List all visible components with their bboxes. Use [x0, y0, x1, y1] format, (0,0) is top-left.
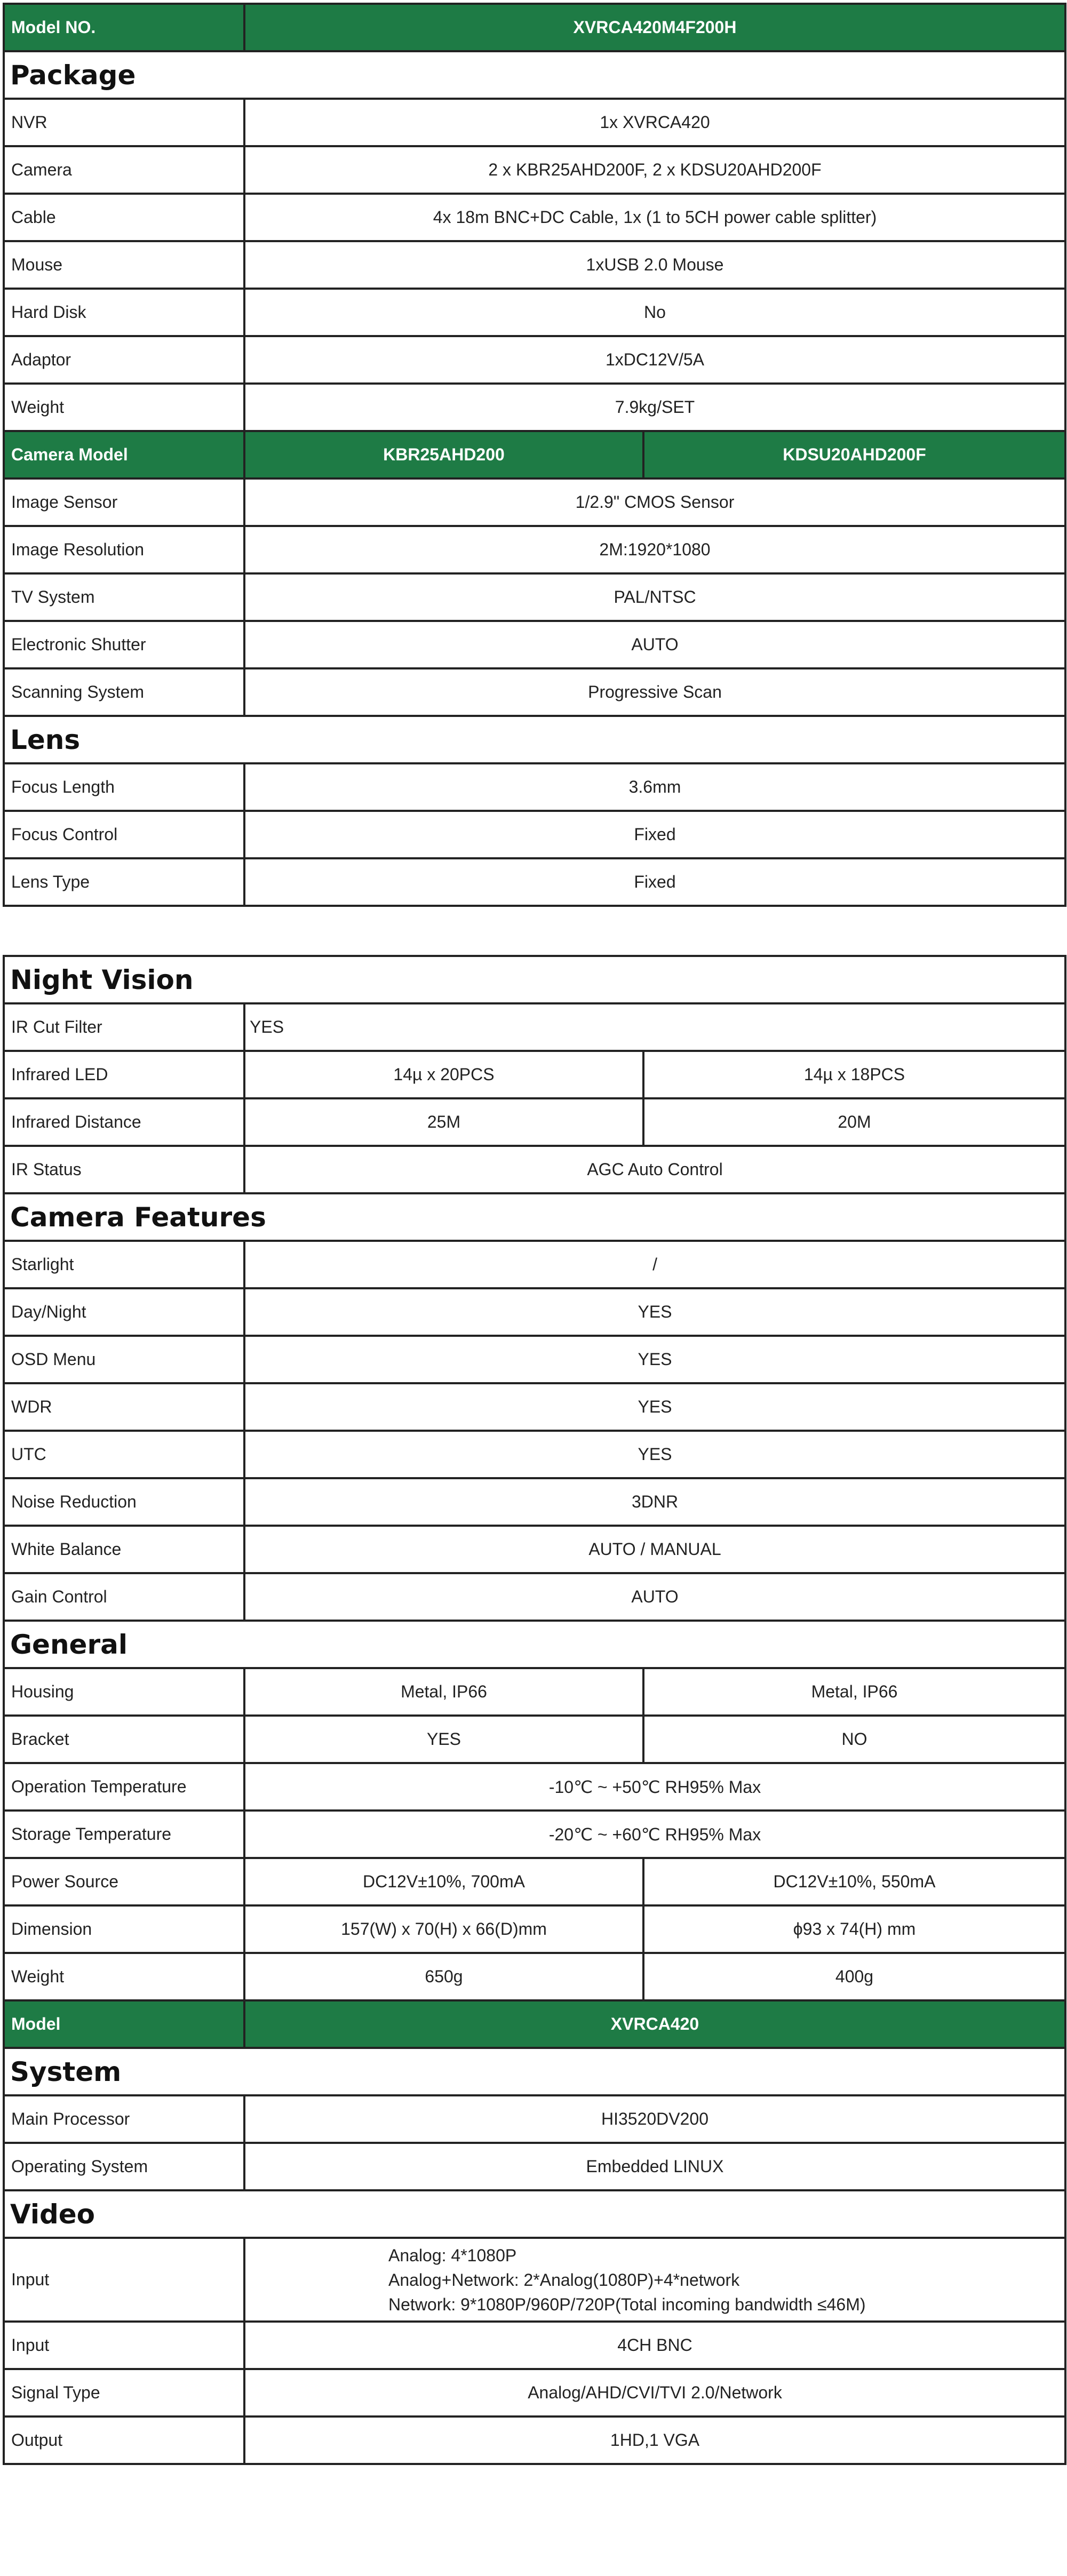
- spec-value: 4x 18m BNC+DC Cable, 1x (1 to 5CH power cable splitter): [244, 194, 1065, 241]
- spec-row: [4, 1146, 1065, 1193]
- spec-label: Adaptor: [4, 336, 244, 384]
- spec-value: AGC Auto Control: [244, 1146, 1065, 1193]
- model-no-row: [4, 4, 1065, 51]
- section-general: [4, 1621, 1065, 1668]
- spec-label: WDR: [4, 1383, 244, 1431]
- spec-row-split: [4, 1858, 1065, 1905]
- spec-label: Signal Type: [4, 2369, 244, 2417]
- spec-value: -20℃ ~ +60℃ RH95% Max: [244, 1811, 1065, 1858]
- spec-value: AUTO / MANUAL: [244, 1526, 1065, 1573]
- spec-row: [4, 1383, 1065, 1431]
- spec-label: Input: [4, 2238, 244, 2322]
- spec-label: Main Processor: [4, 2095, 244, 2143]
- spec-value: AUTO: [244, 1573, 1065, 1621]
- spec-label: Camera: [4, 146, 244, 194]
- spec-label: Day/Night: [4, 1288, 244, 1336]
- spec-row-split: [4, 1953, 1065, 2000]
- spec-label: Focus Control: [4, 811, 244, 858]
- spec-row-multiline: [4, 2238, 1065, 2322]
- spec-row: [4, 763, 1065, 811]
- spec-value: 1xUSB 2.0 Mouse: [244, 241, 1065, 289]
- spec-value: 2 x KBR25AHD200F, 2 x KDSU20AHD200F: [244, 146, 1065, 194]
- spec-value: HI3520DV200: [244, 2095, 1065, 2143]
- section-title-general: General: [4, 1621, 1065, 1668]
- spec-label: Weight: [4, 1953, 244, 2000]
- spec-value-a: DC12V±10%, 700mA: [244, 1858, 643, 1905]
- section-lens: [4, 716, 1065, 763]
- model-row: [4, 2000, 1065, 2048]
- spec-value: Fixed: [244, 858, 1065, 906]
- spec-value-b: Metal, IP66: [643, 1668, 1065, 1716]
- spec-value: 2M:1920*1080: [244, 526, 1065, 573]
- spec-row-split: [4, 1098, 1065, 1146]
- spec-value-a: 650g: [244, 1953, 643, 2000]
- spec-row: [4, 1288, 1065, 1336]
- spec-value-multiline: [244, 2238, 1065, 2322]
- spec-value: PAL/NTSC: [244, 573, 1065, 621]
- spec-value: YES: [244, 1288, 1065, 1336]
- model-no-value: XVRCA420M4F200H: [244, 4, 1065, 51]
- spec-row: [4, 194, 1065, 241]
- spec-value-b: 14µ x 18PCS: [643, 1051, 1065, 1098]
- section-title-camera-features: Camera Features: [4, 1193, 1065, 1241]
- spec-value: No: [244, 289, 1065, 336]
- spec-row: [4, 621, 1065, 668]
- spec-value: /: [244, 1241, 1065, 1288]
- section-package: [4, 51, 1065, 99]
- model-label: Model: [4, 2000, 244, 2048]
- spec-row: [4, 1336, 1065, 1383]
- camera-model-row: [4, 431, 1065, 478]
- spec-label: Output: [4, 2417, 244, 2464]
- spec-value-b: ϕ93 x 74(H) mm: [643, 1905, 1065, 1953]
- spec-label: Storage Temperature: [4, 1811, 244, 1858]
- spec-label: Operating System: [4, 2143, 244, 2190]
- input-mode-line: Analog: 4*1080P: [388, 2245, 517, 2265]
- spec-value: 4CH BNC: [244, 2322, 1065, 2369]
- spec-value: YES: [244, 1383, 1065, 1431]
- spec-value: 1/2.9" CMOS Sensor: [244, 478, 1065, 526]
- camera-model-a: KBR25AHD200: [244, 431, 643, 478]
- section-title-package: Package: [4, 51, 1065, 99]
- input-mode-line: Network: 9*1080P/960P/720P(Total incoming bandwidth ≤46M): [388, 2294, 866, 2314]
- section-camera-features: [4, 1193, 1065, 1241]
- section-video: [4, 2190, 1065, 2238]
- spec-row: [4, 384, 1065, 431]
- spec-label: NVR: [4, 99, 244, 146]
- camera-model-label: Camera Model: [4, 431, 244, 478]
- section-system: [4, 2048, 1065, 2095]
- spec-label: Bracket: [4, 1716, 244, 1763]
- spec-label: Mouse: [4, 241, 244, 289]
- spec-row-split: [4, 1051, 1065, 1098]
- spec-row: [4, 1763, 1065, 1811]
- spec-label: TV System: [4, 573, 244, 621]
- spec-label: Housing: [4, 1668, 244, 1716]
- spec-value-a: 157(W) x 70(H) x 66(D)mm: [244, 1905, 643, 1953]
- spec-table-bottom: [3, 955, 1066, 2465]
- spec-label: UTC: [4, 1431, 244, 1478]
- spec-row: [4, 1811, 1065, 1858]
- spec-label: IR Status: [4, 1146, 244, 1193]
- spec-value: 3DNR: [244, 1478, 1065, 1526]
- input-mode-line: Analog+Network: 2*Analog(1080P)+4*network: [388, 2270, 740, 2290]
- spec-label: Noise Reduction: [4, 1478, 244, 1526]
- spec-row-split: [4, 1668, 1065, 1716]
- section-title-lens: Lens: [4, 716, 1065, 763]
- spec-value: 1xDC12V/5A: [244, 336, 1065, 384]
- spec-label: Power Source: [4, 1858, 244, 1905]
- spec-row: [4, 241, 1065, 289]
- spec-value: Analog/AHD/CVI/TVI 2.0/Network: [244, 2369, 1065, 2417]
- section-title-night-vision: Night Vision: [4, 956, 1065, 1003]
- spec-row: [4, 1431, 1065, 1478]
- spec-row: [4, 99, 1065, 146]
- spec-row: [4, 811, 1065, 858]
- spec-label: Lens Type: [4, 858, 244, 906]
- spec-row: [4, 526, 1065, 573]
- spec-row: [4, 1241, 1065, 1288]
- spec-label: Operation Temperature: [4, 1763, 244, 1811]
- spec-label: Scanning System: [4, 668, 244, 716]
- spec-value: Fixed: [244, 811, 1065, 858]
- spec-row: [4, 573, 1065, 621]
- spec-value: -10℃ ~ +50℃ RH95% Max: [244, 1763, 1065, 1811]
- spec-label: Focus Length: [4, 763, 244, 811]
- spec-label: Gain Control: [4, 1573, 244, 1621]
- spec-row: [4, 146, 1065, 194]
- spec-value: Embedded LINUX: [244, 2143, 1065, 2190]
- spec-label: Image Resolution: [4, 526, 244, 573]
- spec-label: Electronic Shutter: [4, 621, 244, 668]
- spec-value-a: 25M: [244, 1098, 643, 1146]
- spec-value: YES: [244, 1003, 1065, 1051]
- spec-value: Progressive Scan: [244, 668, 1065, 716]
- spec-row: [4, 2417, 1065, 2464]
- spec-label: Input: [4, 2322, 244, 2369]
- spec-label: Infrared Distance: [4, 1098, 244, 1146]
- spec-value: AUTO: [244, 621, 1065, 668]
- spec-row: [4, 1003, 1065, 1051]
- spec-row: [4, 1573, 1065, 1621]
- spec-value: 7.9kg/SET: [244, 384, 1065, 431]
- spec-label: IR Cut Filter: [4, 1003, 244, 1051]
- spec-row: [4, 2143, 1065, 2190]
- spec-table-top: [3, 3, 1066, 907]
- spec-row: [4, 2322, 1065, 2369]
- spec-value-a: Metal, IP66: [244, 1668, 643, 1716]
- section-title-video: Video: [4, 2190, 1065, 2238]
- spec-label: Hard Disk: [4, 289, 244, 336]
- spec-label: Image Sensor: [4, 478, 244, 526]
- spec-row: [4, 1478, 1065, 1526]
- camera-model-b: KDSU20AHD200F: [643, 431, 1065, 478]
- spec-row-split: [4, 1716, 1065, 1763]
- spec-value-b: 400g: [643, 1953, 1065, 2000]
- spec-value: 3.6mm: [244, 763, 1065, 811]
- input-mode-list: [388, 2243, 866, 2317]
- spec-value-a: YES: [244, 1716, 643, 1763]
- spec-label: Infrared LED: [4, 1051, 244, 1098]
- spec-row-split: [4, 1905, 1065, 1953]
- spec-label: OSD Menu: [4, 1336, 244, 1383]
- spec-row: [4, 289, 1065, 336]
- spec-value-b: NO: [643, 1716, 1065, 1763]
- spec-row: [4, 858, 1065, 906]
- spec-label: Weight: [4, 384, 244, 431]
- spec-row: [4, 2369, 1065, 2417]
- model-no-label: Model NO.: [4, 4, 244, 51]
- spec-value: 1x XVRCA420: [244, 99, 1065, 146]
- spec-row: [4, 1526, 1065, 1573]
- spec-row: [4, 668, 1065, 716]
- section-title-system: System: [4, 2048, 1065, 2095]
- spec-row: [4, 2095, 1065, 2143]
- spec-value-b: 20M: [643, 1098, 1065, 1146]
- model-value: XVRCA420: [244, 2000, 1065, 2048]
- spec-label: White Balance: [4, 1526, 244, 1573]
- spec-row: [4, 336, 1065, 384]
- spec-label: Starlight: [4, 1241, 244, 1288]
- spec-label: Dimension: [4, 1905, 244, 1953]
- spec-value: YES: [244, 1336, 1065, 1383]
- spec-label: Cable: [4, 194, 244, 241]
- spec-value: 1HD,1 VGA: [244, 2417, 1065, 2464]
- section-night-vision: [4, 956, 1065, 1003]
- spec-value-a: 14µ x 20PCS: [244, 1051, 643, 1098]
- spec-value: YES: [244, 1431, 1065, 1478]
- spec-value-b: DC12V±10%, 550mA: [643, 1858, 1065, 1905]
- spec-row: [4, 478, 1065, 526]
